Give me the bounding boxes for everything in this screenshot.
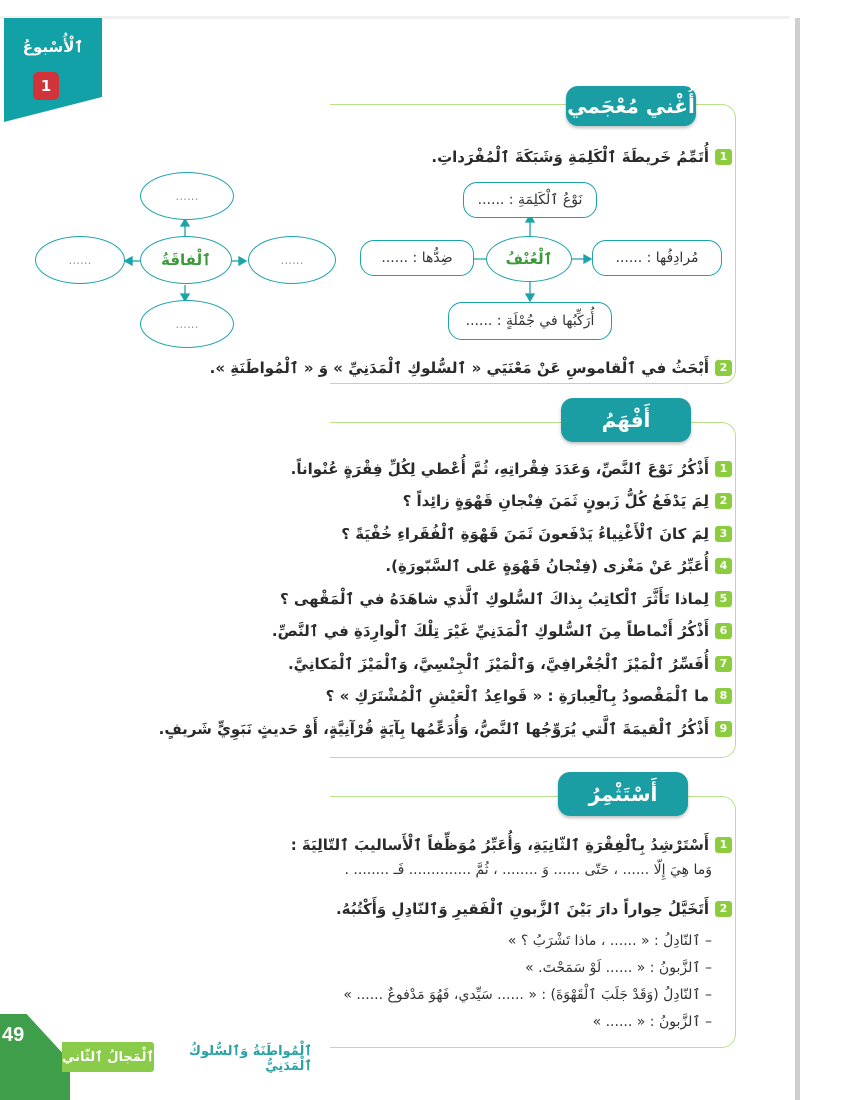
- dialogue-lines: [343, 928, 712, 1036]
- question-number-badge: 6: [715, 623, 732, 639]
- question-text: لِمَ يَدْفَعُ كُلُّ زَبونٍ ثَمَنَ فِنْجانِ قَهْوَةٍ زائِداً ؟: [402, 492, 709, 510]
- section-comprehension-title: أَفْهَمُ: [561, 398, 691, 442]
- word-map-center: ٱلْعُنْفُ: [486, 236, 572, 282]
- vocab-question-1: [431, 144, 732, 169]
- question-number-badge: 2: [715, 493, 732, 509]
- application-question-2: [336, 896, 732, 921]
- question-item: [172, 456, 732, 481]
- word-type-box[interactable]: نَوْعُ ٱلْكَلِمَةِ : ......: [463, 182, 597, 218]
- theme-title: ٱلْمُواطَنَةُ وَٱلسُّلوكُ ٱلْمَدَنِيُّ: [189, 1044, 312, 1074]
- question-number-badge: 1: [715, 461, 732, 477]
- vocab-net-top[interactable]: ......: [140, 172, 234, 220]
- question-text: لِمَ كانَ ٱلْأَغْنِياءُ يَدْفَعونَ ثَمَنَ قَهْوَةِ ٱلْفُقَراءِ خُفْيَةً ؟: [341, 524, 709, 543]
- arrow-down-head: [526, 294, 534, 301]
- week-label: ٱلْأُسْبوعُ: [22, 38, 84, 56]
- question-number-badge: 8: [715, 688, 732, 704]
- question-item: [172, 554, 732, 579]
- question-item: [172, 489, 732, 514]
- question-text: أَتَخَيَّلُ حِواراً دارَ بَيْنَ ٱلزَّبونِ ٱلْفَقيرِ وَٱلنّادِلِ وَأَكْتُبُهُ.: [335, 899, 709, 918]
- dialogue-line[interactable]: – ٱلزَّبونُ : « ...... »: [592, 1014, 712, 1030]
- vocab-net-center: ٱلْفاقَةُ: [140, 236, 232, 284]
- dialogue-line[interactable]: – ٱلنّادِلُ : « ...... ، ماذا تَشْرَبُ ؟ »: [507, 933, 712, 949]
- question-number-badge: 5: [715, 591, 732, 607]
- question-text: أَذْكُرُ أَنْماطاً مِنَ ٱلسُّلوكِ ٱلْمَدَنِيِّ غَيْرَ تِلْكَ ٱلْوارِدَةِ في ٱلنَّصِّ.: [271, 622, 709, 640]
- page-top-edge: [0, 16, 790, 19]
- question-number-badge: 9: [715, 721, 732, 737]
- question-item: [158, 716, 732, 741]
- question-item: [172, 521, 732, 546]
- question-item: [172, 684, 732, 709]
- synonym-box[interactable]: مُرادِفُها : ......: [592, 240, 722, 276]
- dialogue-line[interactable]: – ٱلزَّبونُ : « ...... لَوْ سَمَحْتَ. »: [525, 960, 712, 976]
- question-text: أُفَسِّرُ ٱلْمَيْزَ ٱلْجُغْرافِيَّ، وَٱلْمَيْزَ ٱلْجِنْسِيَّ، وَٱلْمَيْزَ ٱلْمَكانِيَّ.: [287, 654, 709, 673]
- question-text: ما ٱلْمَقْصودُ بِٱلْعِبارَةِ : « قَواعِدُ ٱلْعَيْشِ ٱلْمُشْتَرَكِ » ؟: [325, 687, 709, 705]
- question-number-badge: 7: [715, 656, 732, 672]
- vocab-net-bottom[interactable]: ......: [140, 300, 234, 348]
- vocab-net-left[interactable]: ......: [35, 236, 125, 284]
- question-text: أَسْتَرْشِدُ بِٱلْفِقْرَةِ ٱلثّانِيَةِ، وَأُعَبِّرُ مُوَظِّفاً ٱلْأَساليبَ ٱلتّالِيَةَ :: [290, 835, 709, 854]
- question-number-badge: 4: [715, 558, 732, 574]
- week-badge: [4, 18, 102, 122]
- fill-in-line[interactable]: وَما هِيَ إِلّا ...... ، حَتّى ...... وَ ........ ، ثُمَّ .............. فَـ ........ .: [344, 862, 712, 878]
- vocab-question-2: [210, 355, 732, 380]
- question-text: أُتَمِّمُ خَريطَةَ ٱلْكَلِمَةِ وَشَبَكَةَ ٱلْمُفْرَداتِ.: [431, 147, 709, 166]
- question-number-badge: 1: [715, 149, 732, 165]
- question-text: أُعَبِّرُ عَنْ مَغْزى (فِنْجانُ قَهْوَةٍ عَلى ٱلسَّبّورَةِ).: [385, 557, 709, 575]
- dialogue-line[interactable]: – ٱلنّادِلُ (وَقَدْ جَلَبَ ٱلْقَهْوَةَ) : « ...... سَيِّدي، فَهُوَ مَدْفوعٌ ...... »: [343, 987, 712, 1003]
- question-item: [172, 586, 732, 611]
- question-item: [172, 619, 732, 644]
- question-text: أَبْحَثُ في ٱلْقاموسِ عَنْ مَعْنَيَي « ٱلسُّلوكِ ٱلْمَدَنِيِّ » وَ « ٱلْمُواطَنَةِ ».: [209, 358, 709, 377]
- question-text: أَذْكُرُ نَوْعَ ٱلنَّصِّ، وَعَدَدَ فِقْراتِهِ، ثُمَّ أُعْطي لِكُلِّ فِقْرَةٍ عُنْواناً.: [290, 459, 709, 478]
- application-question-1: [291, 832, 732, 857]
- vocab-net-right[interactable]: ......: [248, 236, 336, 284]
- question-number-badge: 3: [715, 526, 732, 542]
- week-number: 1: [33, 72, 59, 100]
- arrow-right-head: [584, 255, 591, 263]
- comprehension-questions: [158, 456, 732, 741]
- question-item: [172, 651, 732, 676]
- section-application-title: أَسْتَثْمِرُ: [558, 772, 688, 816]
- page-right-edge: [795, 18, 800, 1100]
- question-text: لِماذا تَأَثَّرَ ٱلْكاتِبُ بِذاكَ ٱلسُّلوكِ ٱلَّذي شاهَدَهُ في ٱلْمَقْهى ؟: [279, 589, 709, 608]
- sentence-box[interactable]: أُرَكِّبُها في جُمْلَةٍ : ......: [448, 302, 612, 340]
- question-number-badge: 2: [715, 360, 732, 376]
- page-number: 49: [2, 1024, 25, 1046]
- antonym-box[interactable]: ضِدُّها : ......: [360, 240, 474, 276]
- question-text: أَذْكُرُ ٱلْقيمَةَ ٱلَّتي يُرَوِّجُها ٱلنَّصُّ، وَأُدَعِّمُها بِآيَةٍ قُرْآنِيَّةٍ، أَوْ حَديثٍ نَبَوِيٍّ شَريفٍ.: [158, 719, 709, 738]
- question-number-badge: 2: [715, 901, 732, 917]
- section-vocabulary-title: أُغْني مُعْجَمي: [566, 86, 696, 126]
- question-number-badge: 1: [715, 837, 732, 853]
- domain-tag: ٱلْمَجالُ ٱلثّاني: [62, 1042, 154, 1072]
